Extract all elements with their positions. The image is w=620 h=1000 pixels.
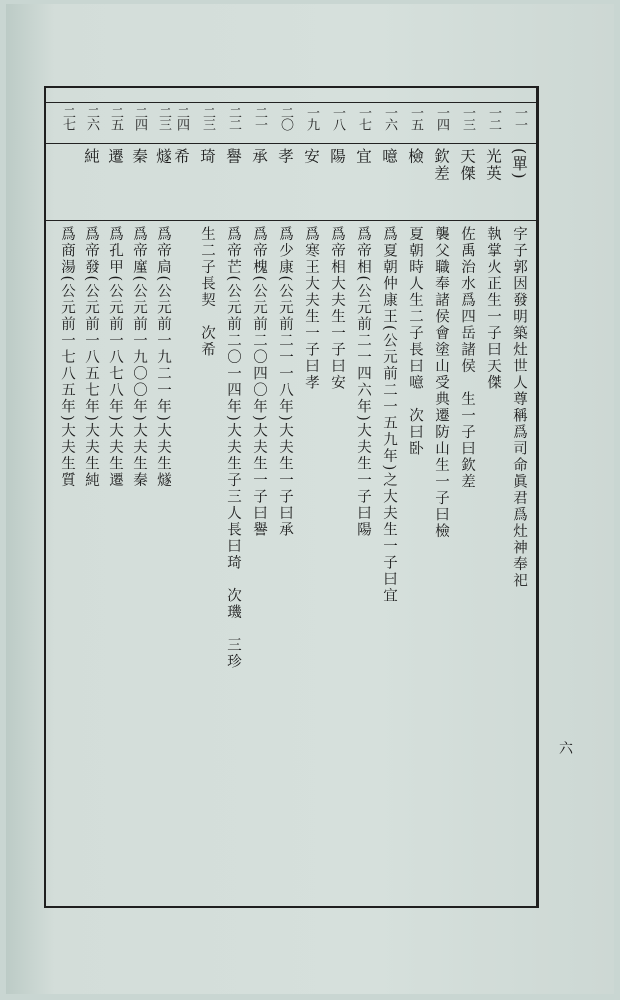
ancestor-name: 燧 xyxy=(154,148,172,165)
ancestor-name: 天傑 xyxy=(458,148,476,182)
ancestor-description: 爲帝槐(公元前二〇四〇年)大夫生一子曰譽 xyxy=(251,226,267,539)
ancestor-name: 譽 xyxy=(224,148,242,165)
ancestor-description: 襲父職奉諸侯會塗山受典遷防山生一子曰檢 xyxy=(433,226,449,540)
ancestor-description: 爲商湯(公元前一七八五年)大夫生質 xyxy=(59,226,75,489)
generation-number: 二〇 xyxy=(278,106,293,130)
ancestor-name: 純 xyxy=(82,148,100,165)
ancestor-description: 夏朝時人生二子長曰噫 次曰卧 xyxy=(407,226,423,457)
generation-number: 一四 xyxy=(434,106,449,130)
ancestor-name: 欽差 xyxy=(432,148,450,182)
ancestor-description: 爲帝相(公元前二一四六年)大夫生一子曰陽 xyxy=(355,226,371,539)
genealogy-table xyxy=(44,86,539,908)
generation-number: 二四 xyxy=(174,106,189,130)
generation-number: 一八 xyxy=(330,106,345,130)
generation-number: 一一 xyxy=(512,106,527,130)
ancestor-name: 承 xyxy=(250,148,268,165)
generation-number: 二四 xyxy=(132,106,147,130)
ancestor-description: 爲帝相大夫生一子曰安 xyxy=(329,226,345,391)
ancestor-description: 生二子長契 次希 xyxy=(199,226,215,358)
generation-number: 一二 xyxy=(486,106,501,130)
top-rule xyxy=(46,102,536,103)
ancestor-description: 爲少康(公元前二一一八年)大夫生一子曰承 xyxy=(277,226,293,539)
page-number: 六 xyxy=(559,741,573,757)
ancestor-name: 檢 xyxy=(406,148,424,165)
generation-number: 一三 xyxy=(460,106,475,130)
ancestor-name xyxy=(54,148,80,218)
ancestor-name: 陽 xyxy=(328,148,346,165)
generation-number: 一九 xyxy=(304,106,319,130)
ancestor-name: 宜 xyxy=(354,148,372,165)
ancestor-name: 秦 xyxy=(130,148,148,165)
name-row-rule xyxy=(46,220,536,221)
ancestor-name: 安 xyxy=(302,148,320,165)
ancestor-name: 遷 xyxy=(106,148,124,165)
ancestor-name: 噫 xyxy=(380,148,398,165)
generation-number: 一五 xyxy=(408,106,423,130)
ancestor-name: 希 xyxy=(172,148,190,165)
ancestor-description: 爲帝扃(公元前一九二一年)大夫生燧 xyxy=(155,226,171,489)
ancestor-description: 爲孔甲(公元前一八七八年)大夫生遷 xyxy=(107,226,123,489)
ancestor-name: 光英 xyxy=(484,148,502,182)
generation-number: 二五 xyxy=(108,106,123,130)
ancestor-name: 琦 xyxy=(198,148,216,165)
generation-number: 二三 xyxy=(156,106,171,130)
ancestor-description: 執掌火正生一子曰天傑 xyxy=(485,226,501,391)
ancestor-description: 爲寒王大夫生一子曰孝 xyxy=(303,226,319,391)
generation-number: 一七 xyxy=(356,106,371,130)
ancestor-description: 爲夏朝仲康王(公元前二一五九年)之大夫生一子曰宜 xyxy=(381,226,397,605)
ancestor-name: (單) xyxy=(510,148,528,181)
ancestor-description: 字子郭因發明築灶世人尊稱爲司命眞君爲灶神奉祀 xyxy=(511,226,527,589)
ancestor-name: 孝 xyxy=(276,148,294,165)
generation-number: 一六 xyxy=(382,106,397,130)
generation-number: 二二 xyxy=(226,106,241,130)
ancestor-description: 爲帝廑(公元前一九〇〇年)大夫生秦 xyxy=(131,226,147,489)
generation-number: 二七 xyxy=(60,106,75,130)
document-page xyxy=(6,4,614,994)
generation-number: 二一 xyxy=(252,106,267,130)
number-row-rule xyxy=(46,143,536,144)
generation-number: 二三 xyxy=(200,106,215,130)
ancestor-description: 爲帝發(公元前一八五七年)大夫生純 xyxy=(83,226,99,489)
ancestor-description: 佐禹治水爲四岳諸侯 生一子曰欽差 xyxy=(459,226,475,490)
ancestor-description: 爲帝芒(公元前二〇一四年)大夫生子三人長曰琦 次璣 三珍 xyxy=(225,226,241,671)
generation-number: 二六 xyxy=(84,106,99,130)
